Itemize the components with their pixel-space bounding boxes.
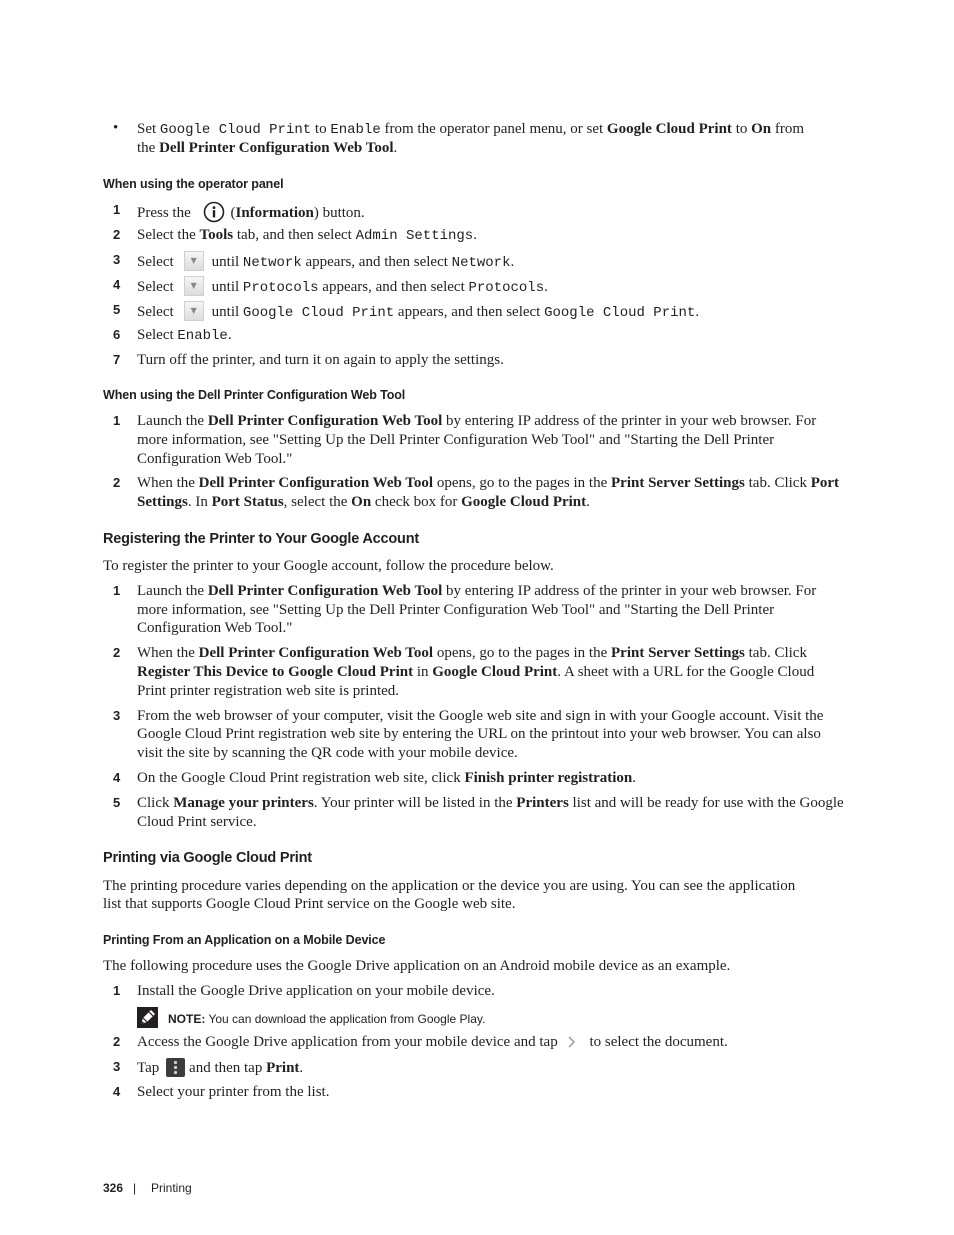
paragraph: The following procedure uses the Google Drive application on an Android mobile device as an example. — [103, 958, 731, 974]
bold-text: Information — [235, 205, 314, 221]
step-text — [137, 1033, 728, 1054]
bold-text: Printers — [516, 795, 569, 811]
bold-text: Dell Printer Configuration Web Tool — [159, 140, 394, 156]
text: . — [695, 304, 700, 320]
mono-text: Google Cloud Print — [159, 122, 312, 138]
section-heading-registering: Registering the Printer to Your Google Account — [103, 531, 420, 547]
step-text: Cloud Print service. — [137, 814, 257, 830]
mono-text: Enable — [177, 328, 228, 344]
text: by entering IP address of the printer in your web browser. For — [442, 413, 817, 429]
step-number: 4 — [113, 1084, 121, 1099]
section-heading-printing: Printing via Google Cloud Print — [103, 850, 312, 866]
mono-text: Enable — [330, 122, 381, 138]
step-text — [137, 663, 814, 681]
step-number: 2 — [113, 1034, 121, 1049]
bold-text: Dell Printer Configuration Web Tool — [207, 413, 443, 429]
step-text: Google Cloud Print registration web site by entering the URL on the printout into your web browser. You can also — [137, 726, 821, 742]
text: and then tap — [189, 1060, 267, 1076]
text: tab. Click — [744, 475, 811, 491]
down-arrow-button-icon: ▼ — [184, 251, 204, 271]
text: , select the — [283, 494, 352, 510]
text: appears, and then select — [318, 279, 469, 295]
step-text: Print printer registration web site is printed. — [137, 683, 400, 699]
text: Launch the — [137, 413, 208, 429]
menu-dots-icon — [166, 1058, 185, 1082]
text: to — [311, 121, 331, 137]
text: ( — [230, 205, 236, 221]
bold-text: Dell Printer Configuration Web Tool — [198, 475, 434, 491]
text: to select the document. — [589, 1034, 728, 1050]
step-text — [137, 251, 514, 272]
step-text: Configuration Web Tool." — [137, 451, 293, 467]
bold-text: Finish printer registration — [464, 770, 633, 786]
step-text — [137, 493, 590, 511]
text: Select — [137, 327, 178, 343]
step-text: Turn off the printer, and turn it on again to apply the settings. — [137, 352, 504, 368]
text: tab, and then select — [233, 227, 356, 243]
step-text — [137, 474, 839, 492]
step-number: 3 — [113, 1059, 121, 1074]
text: . — [586, 494, 590, 510]
paragraph: list that supports Google Cloud Print service on the Google web site. — [103, 896, 516, 912]
text: On the Google Cloud Print registration web site, click — [137, 770, 465, 786]
step-number: 1 — [113, 413, 121, 428]
text: . — [473, 227, 477, 243]
text: . In — [187, 494, 212, 510]
bold-text: Google Cloud Print — [432, 664, 558, 680]
bold-text: Print — [266, 1060, 300, 1076]
step-text: Select your printer from the list. — [137, 1084, 330, 1100]
footer-section-title: Printing — [151, 1181, 192, 1195]
step-text: From the web browser of your computer, visit the Google web site and sign in with your Google account. Visit the — [137, 708, 824, 724]
text: the — [137, 140, 160, 156]
information-icon — [203, 201, 225, 228]
bold-text: Register This Device to Google Cloud Print — [137, 664, 414, 680]
bold-text: Print Server Settings — [611, 475, 745, 491]
step-number: 3 — [113, 252, 121, 267]
step-text: visit the site by scanning the QR code with your mobile device. — [137, 745, 518, 761]
step-number: 5 — [113, 302, 121, 317]
step-number: 1 — [113, 583, 121, 598]
step-text — [137, 201, 365, 228]
mono-text: Network — [451, 255, 511, 271]
text: . — [544, 279, 548, 295]
bold-text: Dell Printer Configuration Web Tool — [207, 583, 443, 599]
step-number: 6 — [113, 327, 121, 342]
step-number: 1 — [113, 202, 121, 217]
text: . — [227, 327, 232, 343]
step-number: 4 — [113, 770, 121, 785]
note-text — [168, 1010, 485, 1028]
mono-text: Protocols — [242, 280, 319, 296]
step-text — [137, 582, 816, 600]
text: . — [510, 254, 515, 270]
text: ) button. — [313, 205, 365, 221]
text: Select the — [137, 227, 200, 243]
text: from the operator panel menu, or set — [380, 121, 607, 137]
bold-text: Dell Printer Configuration Web Tool — [198, 645, 434, 661]
step-text — [137, 301, 699, 322]
text: Press the — [137, 205, 191, 221]
page-number: 326 — [103, 1181, 124, 1195]
text: by entering IP address of the printer in your web browser. For — [442, 583, 817, 599]
step-text: more information, see "Setting Up the Dell Printer Configuration Web Tool" and "Starting the Dell Printer — [137, 602, 775, 618]
text: When the — [137, 475, 199, 491]
text: until — [211, 304, 243, 320]
text: until — [211, 254, 243, 270]
step-number: 2 — [113, 227, 121, 242]
bold-text: Google Cloud Print — [461, 494, 587, 510]
bold-text: On — [351, 494, 372, 510]
text: Tap — [137, 1060, 160, 1076]
down-arrow-button-icon: ▼ — [184, 276, 204, 296]
step-text — [137, 794, 844, 812]
bold-text: On — [751, 121, 772, 137]
bold-text: Settings — [137, 494, 188, 510]
text: . — [393, 140, 398, 156]
text: Access the Google Drive application from your mobile device and tap — [137, 1034, 558, 1050]
mono-text: Google Cloud Print — [242, 305, 395, 321]
chevron-right-icon — [567, 1035, 577, 1054]
mono-text: Protocols — [468, 280, 545, 296]
text: . — [299, 1060, 304, 1076]
note-pencil-icon — [137, 1007, 158, 1033]
text: to — [731, 121, 752, 137]
text: . — [632, 770, 636, 786]
bold-text: Google Cloud Print — [606, 121, 732, 137]
text: until — [211, 279, 243, 295]
mono-text: Google Cloud Print — [544, 305, 696, 321]
text: . Your printer will be listed in the — [313, 795, 517, 811]
paragraph: To register the printer to your Google account, follow the procedure below. — [103, 558, 554, 574]
bold-text: Port — [810, 475, 840, 491]
step-text — [137, 276, 548, 297]
text: list and will be ready for use with the Google — [568, 795, 844, 811]
step-number: 7 — [113, 352, 121, 367]
mono-text: Admin Settings — [355, 228, 474, 244]
step-text — [137, 1058, 303, 1082]
bold-text: Print Server Settings — [611, 645, 745, 661]
step-number: 4 — [113, 277, 121, 292]
section-heading-operator-panel: When using the operator panel — [103, 177, 284, 191]
text: Select — [137, 304, 174, 320]
text: Set — [137, 121, 160, 137]
text: Click — [137, 795, 174, 811]
text: check box for — [371, 494, 462, 510]
step-text: Configuration Web Tool." — [137, 620, 293, 636]
step-number: 2 — [113, 645, 121, 660]
step-text — [137, 226, 477, 245]
text: You can download the application from Google Play. — [205, 1012, 486, 1026]
down-arrow-button-icon: ▼ — [184, 301, 204, 321]
text: tab. Click — [744, 645, 807, 661]
section-heading-mobile: Printing From an Application on a Mobile Device — [103, 933, 386, 947]
step-number: 1 — [113, 983, 121, 998]
footer-separator: | — [133, 1181, 137, 1195]
text: opens, go to the pages in the — [433, 475, 611, 491]
text: Select — [137, 254, 174, 270]
text: When the — [137, 645, 199, 661]
text: Launch the — [137, 583, 208, 599]
text: opens, go to the pages in the — [433, 645, 611, 661]
text: in — [413, 664, 433, 680]
step-text — [137, 644, 807, 662]
text: appears, and then select — [394, 304, 545, 320]
step-text — [137, 326, 232, 345]
text: Select — [137, 279, 174, 295]
step-number: 2 — [113, 475, 121, 490]
bold-text: Tools — [199, 227, 234, 243]
note-label: NOTE: — [168, 1012, 206, 1026]
intro-line-1 — [137, 120, 804, 139]
step-text: Install the Google Drive application on your mobile device. — [137, 983, 495, 999]
mono-text: Network — [242, 255, 302, 271]
intro-line-2 — [137, 139, 397, 157]
step-number: 3 — [113, 708, 121, 723]
section-heading-web-tool: When using the Dell Printer Configuration Web Tool — [103, 388, 406, 402]
text: from — [771, 121, 805, 137]
bullet: • — [113, 120, 119, 136]
step-text: more information, see "Setting Up the Dell Printer Configuration Web Tool" and "Starting the Dell Printer — [137, 432, 775, 448]
step-text — [137, 769, 636, 787]
paragraph: The printing procedure varies depending on the application or the device you are using. You can see the application — [103, 878, 796, 894]
text: appears, and then select — [301, 254, 452, 270]
step-text — [137, 412, 816, 430]
text: . A sheet with a URL for the Google Cloud — [557, 664, 815, 680]
bold-text: Port Status — [211, 494, 284, 510]
step-number: 5 — [113, 795, 121, 810]
bold-text: Manage your printers — [173, 795, 314, 811]
